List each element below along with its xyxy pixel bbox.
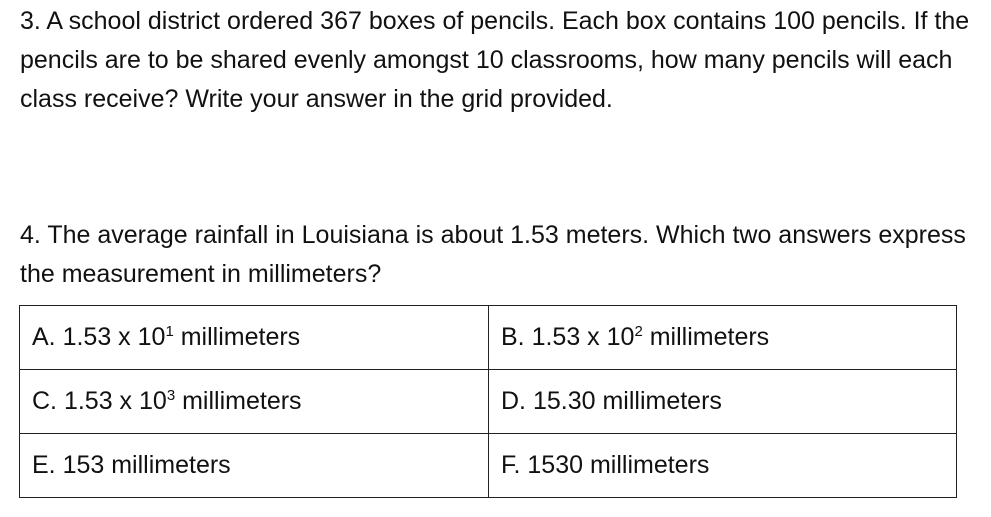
option-a-suffix: millimeters — [173, 323, 301, 351]
options-row — [20, 306, 957, 370]
option-e[interactable] — [20, 434, 489, 498]
option-e-text: E. 153 millimeters — [32, 451, 231, 479]
option-b-suffix: millimeters — [642, 323, 770, 351]
option-a-prefix: A. 1.53 x 10 — [32, 323, 166, 351]
question-3-text: 3. A school district ordered 367 boxes of pencils. Each box contains 100 pencils. If the pencils are to be shared evenly amongst 10 classrooms, how many pencils will each class receive? Write your answer in the grid provided. — [20, 7, 970, 113]
option-c-prefix: C. 1.53 x 10 — [32, 387, 167, 415]
option-a-exponent: 1 — [165, 323, 174, 340]
option-d[interactable] — [489, 370, 957, 434]
option-c-suffix: millimeters — [175, 387, 302, 415]
answer-options-table — [19, 305, 957, 498]
option-c[interactable] — [20, 370, 489, 434]
option-b-prefix: B. 1.53 x 10 — [501, 323, 635, 351]
option-a[interactable] — [20, 306, 489, 370]
options-row — [20, 370, 957, 434]
option-b[interactable] — [489, 306, 957, 370]
option-d-text: D. 15.30 millimeters — [501, 387, 722, 415]
question-4-text: 4. The average rainfall in Louisiana is about 1.53 meters. Which two answers express the measurement in millimeters? — [20, 221, 966, 288]
option-b-exponent: 2 — [634, 323, 643, 340]
options-row — [20, 434, 957, 498]
option-c-exponent: 3 — [166, 387, 176, 404]
option-f-text: F. 1530 millimeters — [501, 451, 710, 479]
option-f[interactable] — [489, 434, 957, 498]
